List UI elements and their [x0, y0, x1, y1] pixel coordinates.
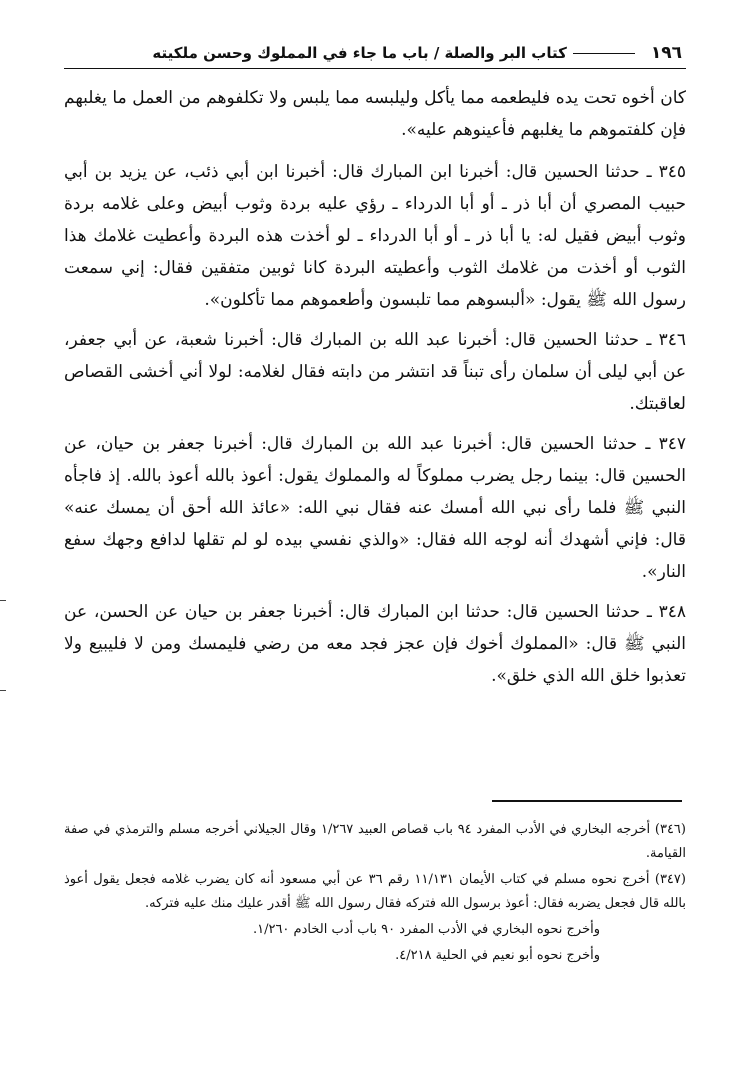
hadith-348: ٣٤٨ ـ حدثنا الحسين قال: حدثنا ابن المبارك قال: أخبرنا جعفر بن حيان عن الحسن، عن النبي ﷺ قال: «المملوك أخوك فإن عجز فجد معه من رضي فليمسك ومن لا فليبيع ولا تعذبوا خلق الله الذي خلق». [64, 602, 686, 686]
main-text [64, 82, 686, 700]
margin-tick-mark [0, 600, 6, 601]
hadith-347: ٣٤٧ ـ حدثنا الحسين قال: أخبرنا عبد الله بن المبارك قال: أخبرنا جعفر بن حيان، عن الحسين قال: بينما رجل يضرب مملوكاً له والمملوك يقول: أعوذ بالله أعوذ بالله. إذ فاجأه النبي ﷺ فلما رأى نبي الله أمسك عنه فقال نبي الله: «عائذ الله أحق أن يمسك عنه» قال: فإني أشهدك أنه لوجه الله فقال: «والذي نفسي بيده لو لم تقلها لدافع وجهك سفع النار». [64, 434, 686, 582]
hadith-346: ٣٤٦ ـ حدثنا الحسين قال: أخبرنا عبد الله بن المبارك قال: أخبرنا شعبة، عن أبي جعفر، عن أبي ليلى أن سلمان رأى تبناً قد انتشر من دابته فقال لغلامه: لولا أني أخشى القصاص لعاقبتك. [64, 330, 686, 414]
footnote-347-bukhari: وأخرج نحوه البخاري في الأدب المفرد ٩٠ باب أدب الخادم ١/٢٦٠. [252, 922, 600, 937]
page-number: ١٩٦ [650, 43, 682, 63]
header-rule [64, 68, 686, 69]
margin-tick-mark [0, 690, 6, 691]
footnote-347-abu-nuaym: وأخرج نحوه أبو نعيم في الحلية ٤/٢١٨. [395, 948, 600, 963]
chapter-title: كتاب البر والصلة / باب ما جاء في المملوك وحسن ملكيته [152, 44, 567, 62]
footnote-346: (٣٤٦) أخرجه البخاري في الأدب المفرد ٩٤ باب قصاص العبيد ١/٢٦٧ وقال الجيلاني أخرجه مسلم والترمذي في صفة القيامة. [64, 822, 686, 861]
running-header [68, 40, 682, 66]
header-dash-line [573, 53, 635, 54]
paragraph-continuation: كان أخوه تحت يده فليطعمه مما يأكل وليلبسه مما يلبس ولا تكلفوهم من العمل ما يغلبهم فإن كلفتموهم ما يغلبهم فأعينوهم عليه». [64, 88, 686, 140]
footnote-347: (٣٤٧) أخرج نحوه مسلم في كتاب الأيمان ١١/١٣١ رقم ٣٦ عن أبي مسعود أنه كان يضرب غلامه فجعل يقول أعوذ بالله قال فجعل يضربه فقال: أعوذ برسول الله فتركه فقال رسول الله ﷺ أقدر عليك منك عليه فتركه. [64, 872, 686, 911]
hadith-345: ٣٤٥ ـ حدثنا الحسين قال: أخبرنا ابن المبارك قال: أخبرنا ابن أبي ذئب، عن يزيد بن أبي حبيب المصري أن أبا ذر ـ أو أبا الدرداء ـ رؤي عليه بردة وثوب أبيض وعلى غلامه بردة وثوب أبيض فقيل له: يا أبا ذر ـ أو أبا الدرداء ـ لو أخذت هذه البردة وأعطيت غلامك هذا الثوب أو أخذت من غلامك الثوب وأعطيته البردة كانا ثوبين متفقين فقال: إني سمعت رسول الله ﷺ يقول: «ألبسوهم مما تلبسون وأطعموهم مما تأكلون». [64, 162, 687, 310]
footnote-separator [492, 800, 682, 802]
footnotes [64, 818, 686, 970]
